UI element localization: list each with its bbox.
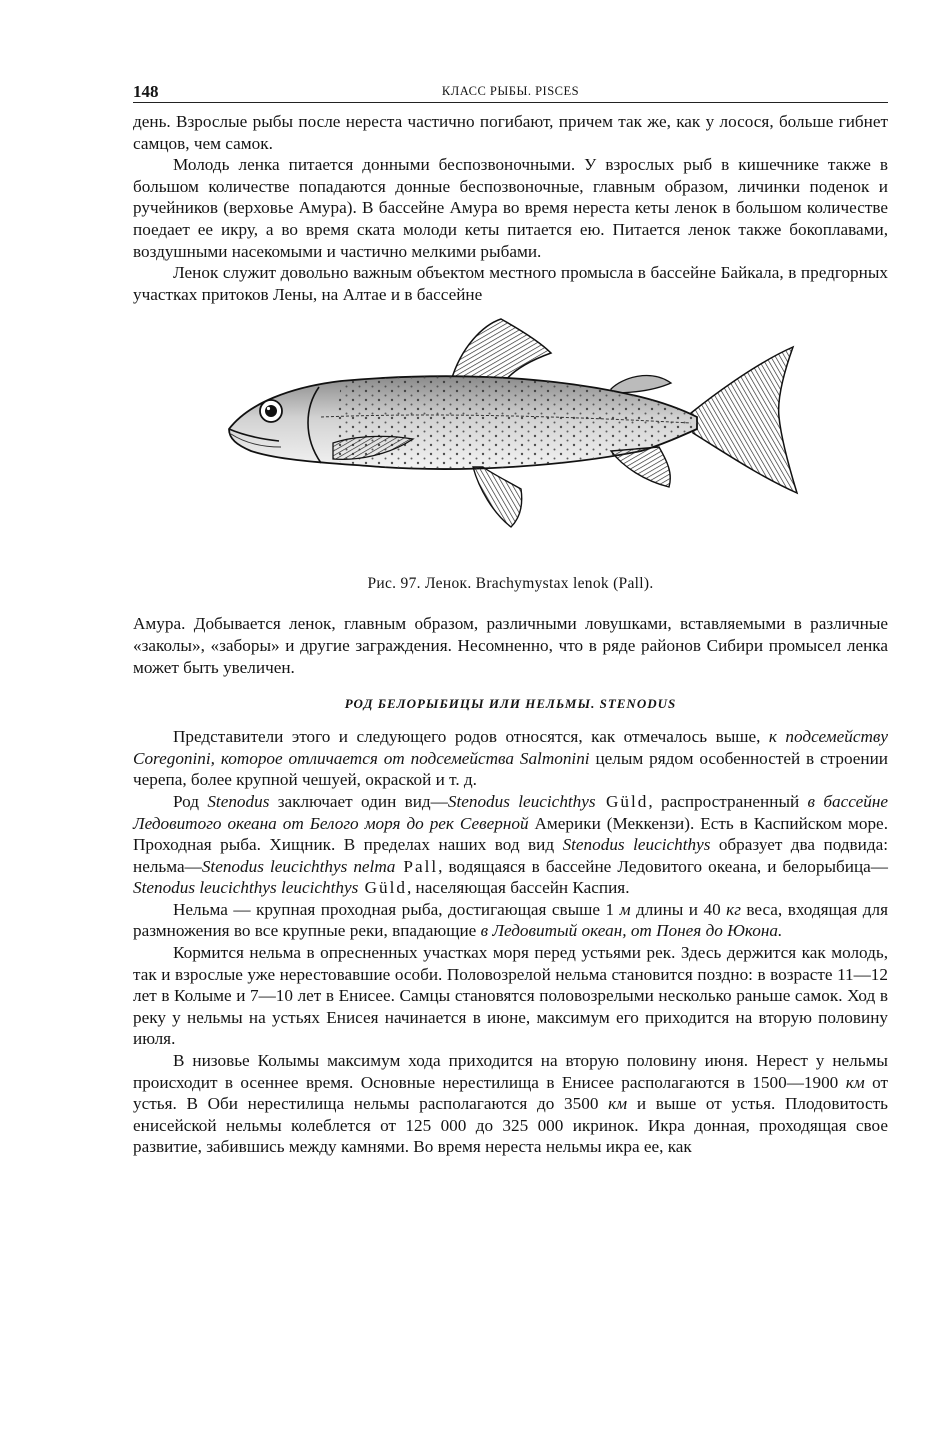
page-number: 148 xyxy=(133,82,159,101)
lenok-fish-illustration xyxy=(221,317,801,539)
paragraph-5: Представители этого и следующего родов относятся, как отмечалось выше, к подсемейству Coregonini, которое отличается от подсемейства Salmonini целым рядом особенностей в строении черепа, более крупной чешуей, окраской и т. д. xyxy=(133,727,889,790)
paragraph-4: Амура. Добывается ленок, главным образом, различными ловушками, вставляемыми в различные «заколы», «заборы» и другие заграждения. Несомненно, что в ряде районов Сибири промысел ленка может быть увеличен. xyxy=(133,614,888,677)
section-heading: РОД БЕЛОРЫБИЦЫ ИЛИ НЕЛЬМЫ. STENODUS xyxy=(344,696,677,712)
paragraph-2: Молодь ленка питается донными беспозвоночными. У взрослых рыб в кишечнике также в большом количестве попадаются донные беспозвоночные, главным образом, личинки поденок и ручейников (верховье Амура). В бассейне Амура во время нереста кеты ленок в большом количестве поедает ее икру, а во время ската молоди кеты питается ею. Питается ленок также бокоплавами, воздушными насекомыми и частично мелкими рыбами. xyxy=(133,155,888,261)
figure-caption: Рис. 97. Ленок. Brachymystax lenok (Pall). xyxy=(367,575,654,593)
book-page xyxy=(133,78,888,1158)
paragraph-9: В низовье Колымы максимум хода приходится на вторую половину июня. Нерест у нельмы происходит в осеннее время. Основные нерестилища в Енисее располагаются в 1500—1900 км от устья. В Оби нерестилища нельмы располагаются до 3500 км и выше от устья. Плодовитость енисейской нельмы колеблется от 125 000 до 325 000 икринок. Икра донная, проходящая свое развитие, забившись между камнями. Во время нереста нельмы икра ее, как xyxy=(133,1051,888,1157)
running-head: КЛАСС РЫБЫ. PISCES xyxy=(441,84,580,98)
page-header xyxy=(133,78,888,103)
figure-lenok xyxy=(133,313,888,613)
paragraph-7: Нельма — крупная проходная рыба, достигающая свыше 1 м длины и 40 кг веса, входящая для размножения во все крупные реки, впадающие в Ледовитый океан, от Понея до Юкона. xyxy=(133,899,888,941)
paragraph-1: день. Взрослые рыбы после нереста частично погибают, причем так же, как у лосося, больше гибнет самцов, чем самок. xyxy=(133,112,888,153)
paragraph-6: Род Stenodus заключает один вид—Stenodus leucichthys Güld, распространенный в бассейне Ледовитого океана от Белого моря до рек Северной Америки (Меккензи). Есть в Каспийском море. Проходная рыба. Хищник. В пределах наших вод вид Stenodus leucichthys образует два подвида: нельма—Stenodus leucichthys nelma Pall, водящаяся в бассейне Ледовитого океана, и белорыбица—Stenodus leucichthys leucichthys Güld, населяющая бассейн Каспия. xyxy=(133,791,889,898)
paragraph-8: Кормится нельма в опресненных участках моря перед устьями рек. Здесь держится как молодь, так и взрослые уже нерестовавшие особи. Половозрелой нельма становится поздно: в возрасте 11—12 лет в Колыме и 7—10 лет в Енисее. Самцы становятся половозрелыми несколько раньше самок. Ход в реку у нельмы на устьях Енисея начинается в июне, максимум его приходится на вторую половину июля. xyxy=(133,943,888,1049)
paragraph-3: Ленок служит довольно важным объектом местного промысла в бассейне Байкала, в предгорных участках притоков Лены, на Алтае и в бассейне xyxy=(133,263,888,304)
